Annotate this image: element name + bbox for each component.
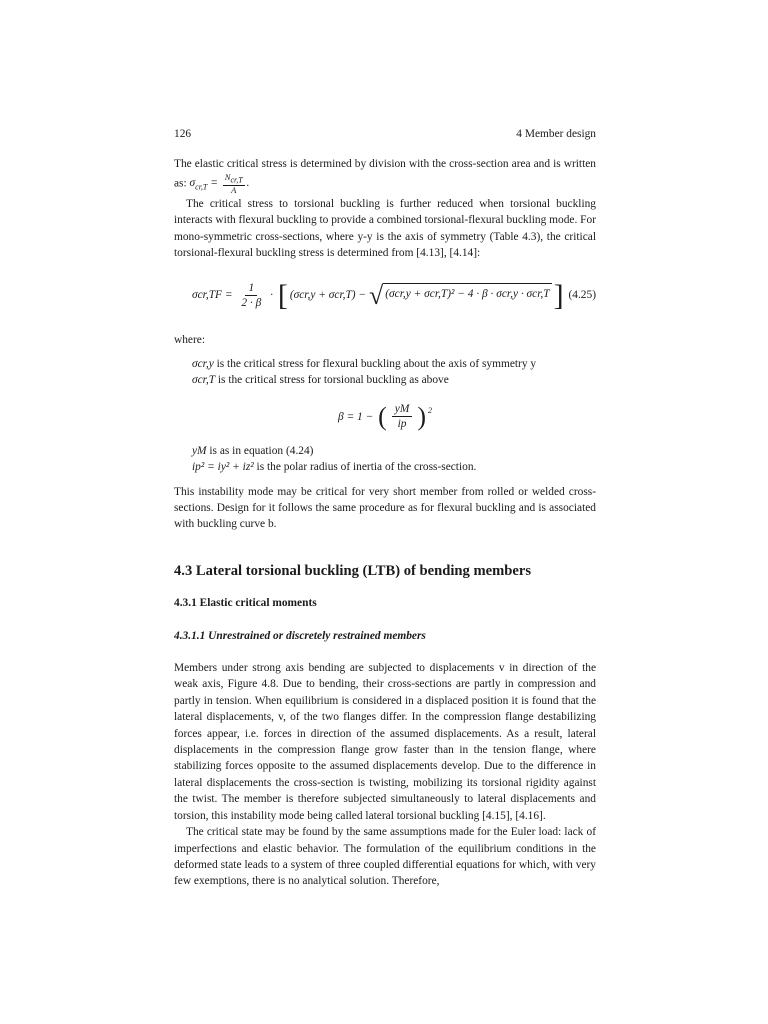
- subsubsection-heading: 4.3.1.1 Unrestrained or discretely restrained members: [174, 629, 426, 642]
- page-number: 126: [174, 128, 192, 140]
- paragraph-torsional-flexural: The critical stress to torsional buckling is further reduced when torsional buckling interacts with flexural buckling to provide a combined torsional-flexural buckling mode. For mono-symmetric cross-sections, where y-y is the axis of symmetry (Table 4.3), the critical torsional-flexural buckling stress is determined from [4.13], [4.14]:: [174, 197, 596, 260]
- where-label: where:: [174, 333, 205, 346]
- paragraph-instability-mode: This instability mode may be critical for very short member from rolled or welded cross-sections. Design for it follows the same procedure as for flexural buckling and is associated with buckling curve b.: [174, 485, 596, 531]
- section-heading: 4.3 Lateral torsional buckling (LTB) of bending members: [174, 562, 532, 579]
- definition-sigma-crt: σcr,T is the critical stress for torsional buckling as above: [192, 374, 449, 387]
- chapter-title: 4 Member design: [516, 128, 596, 140]
- paragraph-critical-stress: The elastic critical stress is determined by division with the cross-section area and is written as: $\sigma_{cr,T}$ = $\frac{N_{cr,T}}{A}$ .: [174, 158, 596, 195]
- paragraph-ltb-description: Members under strong axis bending are subjected to displacements v in direction of the weak axis, Figure 4.8. Due to bending, their cross-sections are partly in compression and partly in tension. When equilibrium is considered in a displaced position it is found that the lateral displacements, v, of the two flanges differ. In the compression flange destabilizing forces appear, i.e. forces in direction of the assumed displacements. As a result, lateral displacements in the compression flange grow faster than in the tension flange, where stabilizing forces opposite to the assumed displacements develop. Due to the difference in lateral displacements the cross-section is twisting, mobilizing its torsional rigidity against the twist. The member is therefore subjected simultaneously to lateral displacements and torsion, this instability mode being called lateral torsional buckling [4.15], [4.16].: [174, 662, 596, 822]
- formula-sigma-crt: $\sigma_{cr,T}$ = $\frac{N_{cr,T}}{A}$ .: [189, 171, 250, 195]
- equation-4-25: [174, 274, 596, 318]
- definition-ym: yM is as in equation (4.24): [192, 444, 314, 457]
- equation-body: σcr,TF = $\frac{1}{2 \cdot \beta}$ · [ (σcr,y + σcr,T) − √ (σcr,y + σcr,T)² − 4 · β · σcr,y · σcr,T ]: [192, 278, 564, 312]
- definition-sigma-cry: σcr,y is the critical stress for flexural buckling about the axis of symmetry y: [192, 357, 537, 370]
- equation-beta: β = 1 − ( $\frac{yM}{ip}$ ) $^2$: [337, 401, 433, 431]
- definition-list-2: [192, 443, 596, 476]
- running-header: [174, 126, 596, 142]
- definition-ip: ip² = iy² + iz² is the polar radius of inertia of the cross-section.: [192, 461, 477, 474]
- definition-list: [192, 356, 596, 389]
- subsection-heading: 4.3.1 Elastic critical moments: [174, 597, 317, 610]
- equation-number: (4.25): [568, 288, 596, 301]
- book-page: [174, 126, 596, 890]
- paragraph-critical-state: The critical state may be found by the same assumptions made for the Euler load: lack of imperfections and elastic behavior. The formulation of the equilibrium conditions in the deformed state leads to a system of three coupled differential equations for which, with very few exemptions, there is no analytical solution. Therefore,: [174, 826, 596, 888]
